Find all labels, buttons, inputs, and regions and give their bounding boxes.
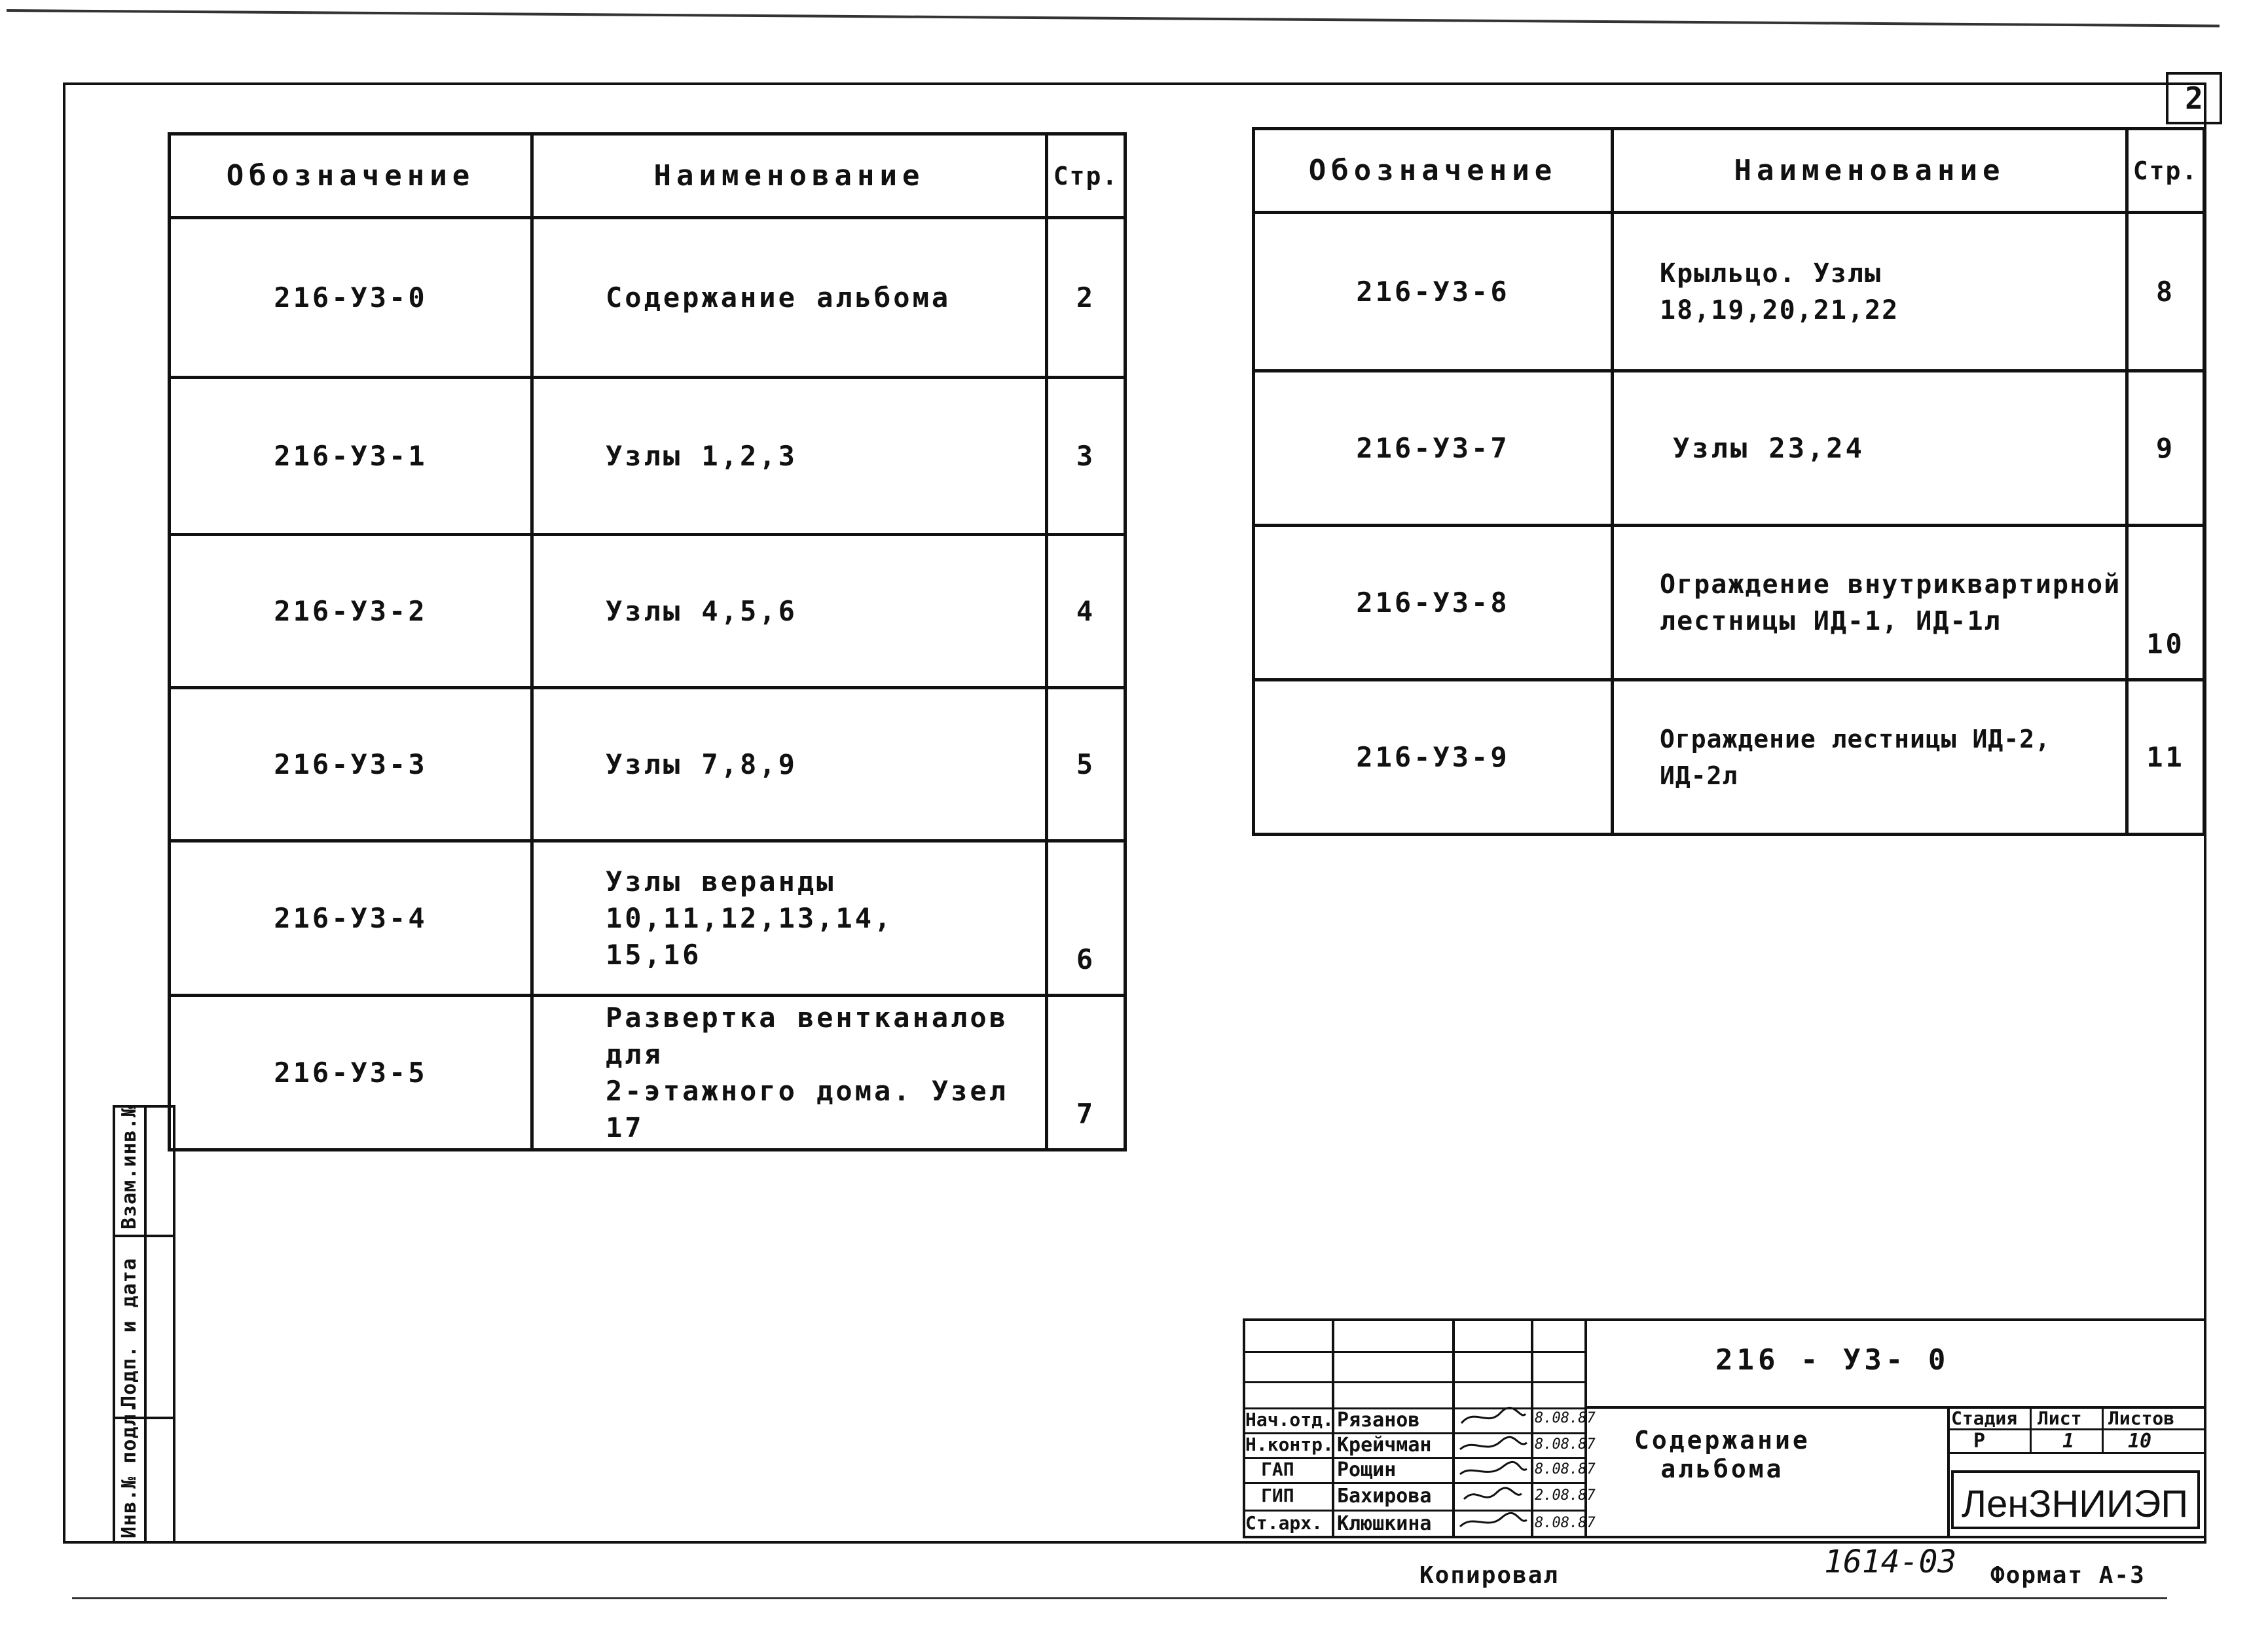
row-designation: 216-УЗ-4 [170, 841, 532, 996]
row-name: Ограждение внутриквартирной лестницы ИД-1, ИД-1л [1613, 526, 2127, 680]
row-name: Узлы 23,24 [1613, 371, 2127, 526]
sheet-left-edge [72, 1597, 2167, 1599]
row-page: 6 [1047, 841, 1125, 996]
stage-value: Р [1973, 1430, 1986, 1453]
row-name: Узлы 7,8,9 [532, 688, 1047, 841]
row-designation: 216-УЗ-2 [170, 535, 532, 688]
organization-name: ЛенЗНИИЭП [1962, 1483, 2189, 1525]
right-header-row [1254, 129, 2204, 213]
document-code: 216 - УЗ- 0 [1715, 1343, 1950, 1377]
header-page: Стр. [2127, 129, 2204, 213]
row-name: Узлы 1,2,3 [532, 378, 1047, 535]
sign-role: Нач.отд. [1245, 1409, 1334, 1430]
tb-hline [1947, 1452, 2206, 1454]
side-stamp-inner-line [144, 1105, 147, 1544]
signature-mark [1461, 1407, 1526, 1423]
row-designation: 216-УЗ-8 [1254, 526, 1613, 680]
row-name: Узлы 4,5,6 [532, 535, 1047, 688]
tb-hline [1243, 1510, 1586, 1512]
sign-role: ГАП [1261, 1459, 1294, 1480]
tb-hline [1243, 1351, 1586, 1353]
row-page: 2 [1047, 218, 1125, 378]
row-page: 3 [1047, 378, 1125, 535]
row-designation: 216-УЗ-1 [170, 378, 532, 535]
header-name: Наименование [532, 134, 1047, 218]
signature-mark [1460, 1437, 1527, 1449]
signature-mark [1464, 1488, 1522, 1499]
row-name: Содержание альбома [532, 218, 1047, 378]
table-row [170, 841, 1125, 996]
row-designation: 216-УЗ-6 [1254, 213, 1613, 371]
sheet-top-edge [7, 9, 2220, 27]
row-designation: 216-УЗ-5 [170, 996, 532, 1150]
table-row [1254, 526, 2204, 680]
right-contents-table [1252, 127, 2206, 836]
tb-hline [1243, 1457, 1586, 1459]
sign-role: Ст.арх. [1245, 1512, 1323, 1534]
organization-box [1951, 1470, 2200, 1529]
signature-mark [1460, 1513, 1527, 1527]
header-name: Наименование [1613, 129, 2127, 213]
header-page: Стр. [1047, 134, 1125, 218]
tb-hline [1243, 1381, 1586, 1383]
table-row [1254, 213, 2204, 371]
row-designation: 216-УЗ-7 [1254, 371, 1613, 526]
row-name: Узлы веранды 10,11,12,13,14, 15,16 [532, 841, 1047, 996]
row-page: 4 [1047, 535, 1125, 688]
sign-date: 8.08.87 [1535, 1436, 1596, 1453]
sheets-value: 10 [2128, 1430, 2152, 1453]
inventory-number: 1614-03 [1824, 1544, 1957, 1580]
row-designation: 216-УЗ-0 [170, 218, 532, 378]
side-label-replace-inv: Взам.инв.№ [118, 1104, 141, 1229]
header-designation: Обозначение [170, 134, 532, 218]
tb-vline [2030, 1406, 2032, 1452]
row-page: 8 [2127, 213, 2204, 371]
sign-date: 2.08.87 [1535, 1487, 1596, 1504]
row-name: Крыльцо. Узлы 18,19,20,21,22 [1613, 213, 2127, 371]
sheet-value: 1 [2062, 1430, 2075, 1453]
table-row [1254, 680, 2204, 835]
tb-vline [1947, 1406, 1950, 1538]
row-page: 10 [2127, 526, 2204, 680]
row-name: Развертка вентканалов для 2-этажного дома. Узел 17 [532, 996, 1047, 1150]
table-row [170, 378, 1125, 535]
sign-role: ГИП [1261, 1485, 1294, 1506]
row-page: 9 [2127, 371, 2204, 526]
row-name: Ограждение лестницы ИД-2, ИД-2л [1613, 680, 2127, 835]
sign-name: Бахирова [1337, 1485, 1432, 1508]
tb-vline [2102, 1406, 2104, 1452]
table-row [170, 535, 1125, 688]
left-header-row [170, 134, 1125, 218]
side-label-inv-orig: Инв.№ подл. [118, 1401, 141, 1538]
table-row [170, 218, 1125, 378]
row-page: 5 [1047, 688, 1125, 841]
tb-hline [1243, 1482, 1586, 1484]
sign-date: 8.08.87 [1535, 1461, 1596, 1477]
header-designation: Обозначение [1254, 129, 1613, 213]
signature-mark [1460, 1462, 1527, 1474]
sign-name: Рязанов [1337, 1409, 1420, 1432]
signature-scribbles [1455, 1401, 1531, 1538]
row-page: 11 [2127, 680, 2204, 835]
sign-date: 8.08.87 [1535, 1410, 1596, 1426]
left-contents-table [168, 132, 1127, 1151]
sign-role: Н.контр. [1245, 1434, 1334, 1455]
row-designation: 216-УЗ-9 [1254, 680, 1613, 835]
sign-name: Клюшкина [1337, 1512, 1432, 1535]
stage-header: Стадия [1951, 1407, 2018, 1429]
sign-date: 8.08.87 [1535, 1515, 1596, 1531]
copied-by-label: Копировал [1419, 1562, 1560, 1589]
side-label-sign-date: Подп. и дата [118, 1258, 141, 1407]
row-page: 7 [1047, 996, 1125, 1150]
row-designation: 216-УЗ-3 [170, 688, 532, 841]
sheets-header: Листов [2108, 1407, 2175, 1429]
sign-name: Рощин [1337, 1459, 1397, 1481]
sign-name: Крейчман [1337, 1434, 1432, 1457]
document-title: Содержание альбома [1634, 1426, 1810, 1483]
sheet-header: Лист [2038, 1407, 2082, 1429]
table-row [170, 688, 1125, 841]
table-row [170, 996, 1125, 1150]
format-label: Формат А-3 [1990, 1562, 2146, 1589]
sheet-number: 2 [2166, 72, 2222, 124]
table-row [1254, 371, 2204, 526]
